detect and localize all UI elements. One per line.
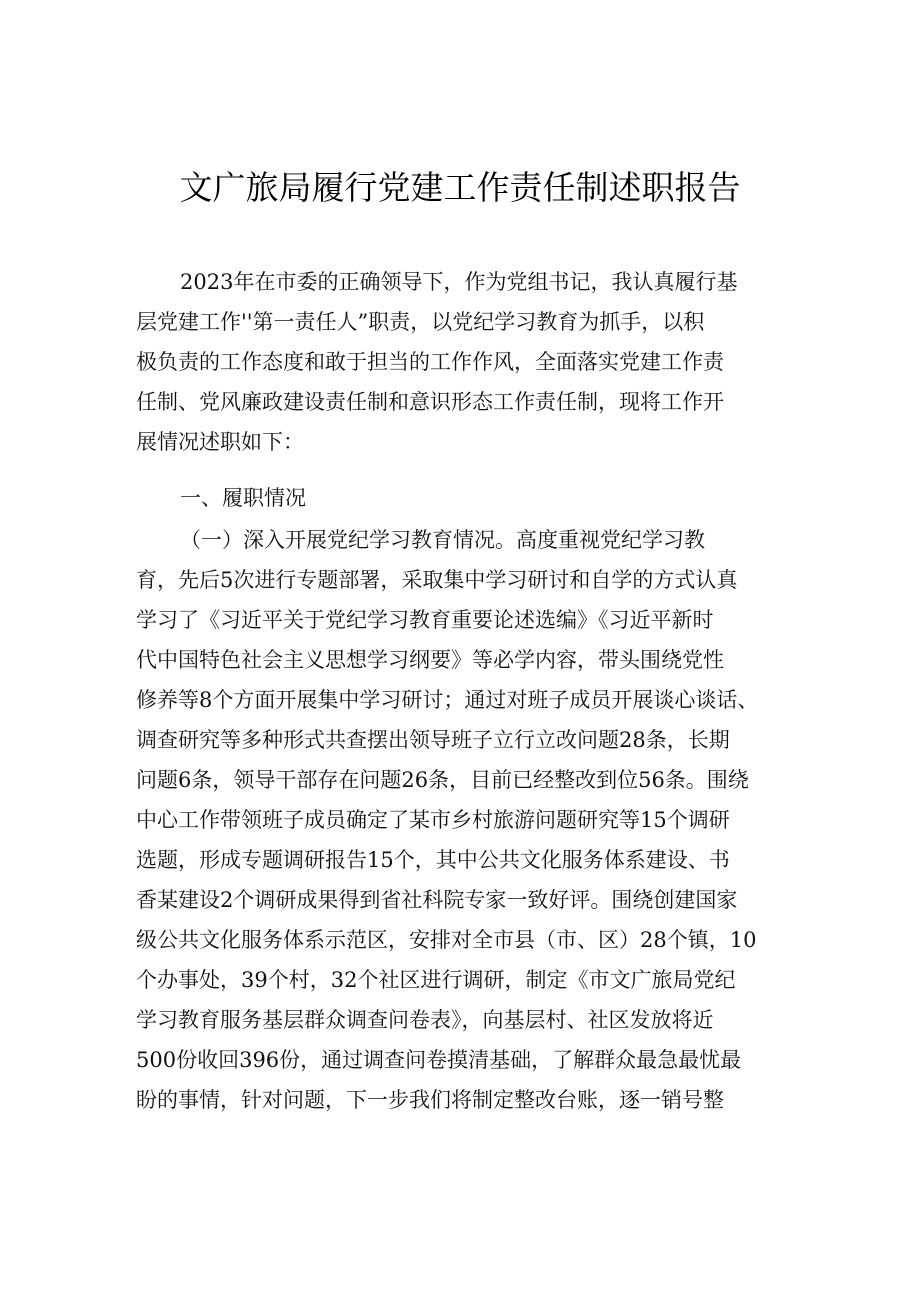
paragraph-line: 选题，形成专题调研报告15个，其中公共文化服务体系建设、书 [136, 848, 730, 872]
paragraph-line: 2023年在市委的正确领导下，作为党组书记，我认真履行基 [180, 270, 738, 294]
document-title: 文广旅局履行党建工作责任制述职报告 [179, 168, 741, 207]
paragraph-line: 500份收回396份，通过调查问卷摸清基础，了解群众最急最忧最 [136, 1048, 742, 1072]
paragraph-line: 香某建设2个调研成果得到省社科院专家一致好评。围绕创建国家 [136, 888, 738, 912]
paragraph-line: 个办事处，39个村，32个社区进行调研，制定《市文广旅局党纪 [136, 968, 736, 992]
paragraph-line: 学习了《习近平关于党纪学习教育重要论述选编》《习近平新时 [136, 608, 714, 632]
paragraph-line: 代中国特色社会主义思想学习纲要》等必学内容，带头围绕党性 [136, 648, 724, 672]
paragraph-line: （一）深入开展党纪学习教育情况。高度重视党纪学习教 [180, 528, 705, 552]
paragraph-line: 任制、党风廉政建设责任制和意识形态工作责任制，现将工作开 [136, 390, 724, 414]
paragraph-line: 中心工作带领班子成员确定了某市乡村旅游问题研究等15个调研 [136, 808, 730, 832]
paragraph-line: 极负责的工作态度和敢于担当的工作作风，全面落实党建工作责 [136, 350, 724, 374]
paragraph-line: 学习教育服务基层群众调查问卷表》，向基层村、社区发放将近 [136, 1008, 714, 1032]
paragraph-line: 级公共文化服务体系示范区，安排对全市县（市、区）28个镇，10 [136, 928, 757, 952]
paragraph-line: 修养等8个方面开展集中学习研讨；通过对班子成员开展谈心谈话、 [136, 688, 759, 712]
paragraph-line: 展情况述职如下： [136, 430, 304, 454]
intro-paragraph [136, 262, 796, 462]
section1-paragraph [136, 520, 796, 1120]
paragraph-line: 调查研究等多种形式共查摆出领导班子立行立改问题28条，长期 [136, 728, 730, 752]
paragraph-line: 盼的事情，针对问题，下一步我们将制定整改台账，逐一销号整 [136, 1088, 724, 1112]
paragraph-line: 层党建工作''第一责任人”职责，以党纪学习教育为抓手，以积 [136, 310, 705, 334]
paragraph-line: 育，先后5次进行专题部署，采取集中学习研讨和自学的方式认真 [136, 568, 738, 592]
paragraph-line: 问题6条，领导干部存在问题26条，目前已经整改到位56条。围绕 [136, 768, 749, 792]
section-heading: 一、履职情况 [180, 486, 306, 510]
